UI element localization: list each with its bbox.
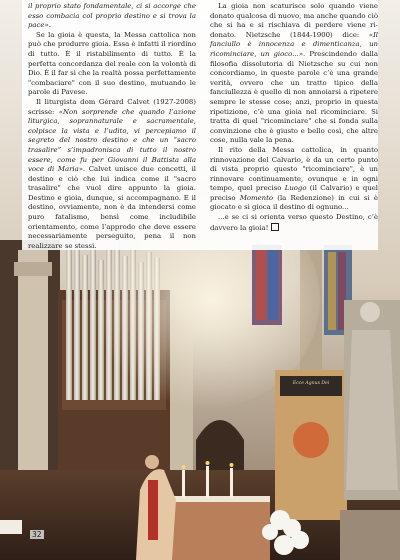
page-number: 32 [32, 530, 42, 539]
paragraph: La gioia non scaturisce solo quando viene donato qualcosa di nuovo, ma anche quando ciò che si ha e si rischiava di perdere viene ri-donato. Nietzsche (1844-1900) dice: «Il fanciullo è innocenza e dimenticanza, un ricominciare, un gioco...». Prescindendo dalla filosofia dissolutoria di Nietzsche su cui non concordiamo, in queste parole c’è una grande verità, ovvero che un tratto tipico della fanciullezza è quello di non annoiarsi a ripetere sempre le stesse cose; anzi, proprio in questa ripetizione, c’è una gioia nel ricominciare. Si tratta di quel "ricominciare" che si fonda sulla convinzione che è giusto e bello così, che altre cose, nulla vale la pena. [210, 2, 378, 145]
paragraph: ...e se ci si orienta verso questo Destino, c’è davvero la gioia! [210, 213, 378, 232]
paragraph: Il liturgista dom Gérard Calvet (1927-2008) scrisse: «Non sorprende che quando l’azione liturgica, soprannaturale e sacramentale, colpisce la vista e l’udito, vi percepiamo il segreto del nostro destino e che un “sacro trasalire” s’impadronisca di tutto il nostro essere, come fu per Giovanni il Battista alla voce di Maria». Calvet unisce due concetti, il destino e ciò che lui indica come il "sacro trasalire" che vuol dire appunto la gioia. Destino e gioia, dunque, si accompagnano. E il destino, ovviamente, non è da intendersi come puro fatalismo, bensì come includibile orientamento, come l’approdo che deve essere necessariamente perseguito, pena il non realizzare se stessi. [28, 97, 196, 250]
italic-quote: il proprio stato fondamentale, ci si accorge che esso combacia col proprio destino e si trova la pace» [28, 2, 196, 30]
text-column-right [210, 2, 378, 233]
end-of-article-square-icon [271, 223, 279, 231]
article-text-block [22, 0, 378, 250]
paragraph: il proprio stato fondamentale, ci si accorge che esso combacia col proprio destino e si trova la pace». [28, 2, 196, 30]
text-column-left [28, 2, 196, 251]
paragraph: Se la gioia è questa, la Messa cattolica non può che produrre gioia. Essa è infatti il riordino di tutto. È il ristabilimento di tutto. È la perfetta concordanza del reale con la volontà di Dio. È il far sì che la realtà possa perfettamente "combaciare" con il suo destino, mutuando le parole di Pavese. [28, 30, 196, 97]
paragraph: Il rito della Messa cattolica, in quanto rinnovazione del Calvario, è da un certo punto di vista proprio questo "ricominciare", è un rinnovare continuamente, ovunque e in ogni tempo, quel preciso Luogo (il Calvario) e quel preciso Momento (la Redenzione) in cui si è giocato e si gioca il destino di ognuno... [210, 145, 378, 212]
italic-quote: Non sorprende che quando l’azione liturgica, soprannaturale e sacramentale, colpisce la vista e l’udito, vi percepiamo il segreto del nostro destino e che un “sacro trasalire” s’impadronisca di tutto il nostro essere, come fu per Giovanni il Battista alla voce di Maria [28, 107, 196, 174]
italic-quote: Il fanciullo è innocenza e dimenticanza, un ricominciare, un gioco [210, 30, 378, 58]
banner-lettering: Ecce Agnus Dei [292, 381, 330, 386]
